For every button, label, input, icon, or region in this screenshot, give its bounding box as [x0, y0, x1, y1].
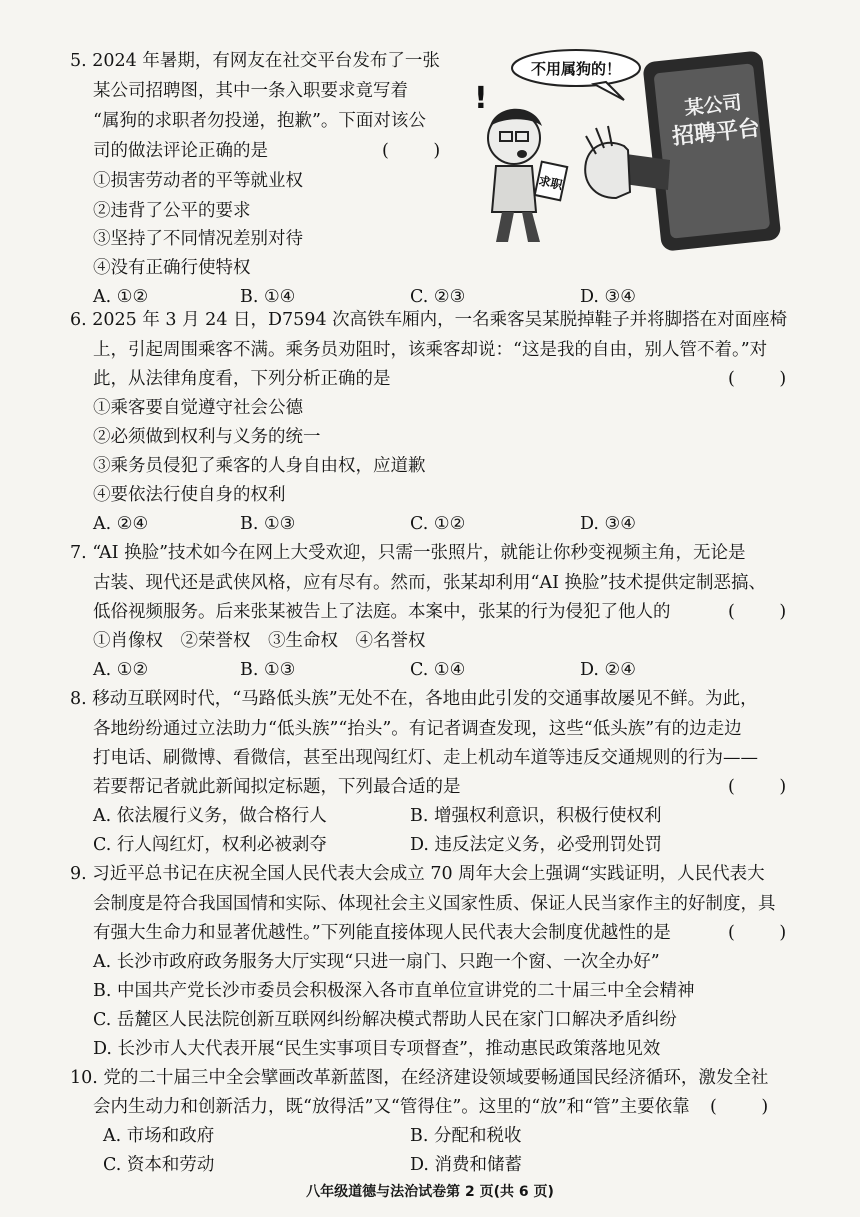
- question-8-text-line: 8. 移动互联网时代，“马路低头族”无处不在，各地由此引发的交通事故屡见不鲜。为此，: [70, 689, 758, 709]
- recruitment-cartoon: [456, 42, 788, 252]
- option-a: A. 依法履行义务，做合格行人: [93, 806, 327, 826]
- question-10-text-line: 会内生动力和创新活力，既“放得活”又“管得住”。这里的“放”和“管”主要依靠: [93, 1097, 690, 1117]
- answer-paren: ( ): [728, 602, 787, 622]
- option-a: A. ②④: [93, 514, 149, 534]
- option-d: D. 消费和储蓄: [410, 1155, 523, 1175]
- question-10-text-line: 10. 党的二十届三中全会擘画改革新蓝图，在经济建设领域要畅通国民经济循环，激发全社: [70, 1068, 769, 1088]
- option-b: B. 增强权利意识，积极行使权利: [410, 806, 662, 826]
- question-5-item: ①损害劳动者的平等就业权: [93, 171, 303, 191]
- question-8-text-line: 若要帮记者就此新闻拟定标题，下列最合适的是: [93, 777, 461, 797]
- question-5-item: ②违背了公平的要求: [93, 201, 251, 221]
- exclaim-icon: !: [474, 81, 488, 116]
- question-8-text-line: 各地纷纷通过立法助力“低头族”“抬头”。有记者调查发现，这些“低头族”有的边走边: [93, 719, 742, 739]
- option-d: D. ③④: [580, 287, 636, 307]
- question-5-text-line: 司的做法评论正确的是: [93, 141, 268, 161]
- option-b: B. ①③: [240, 660, 296, 680]
- question-6-text-line: 此，从法律角度看，下列分析正确的是: [93, 369, 391, 389]
- option-b: B. ①④: [240, 287, 296, 307]
- question-6-text-line: 上，引起周围乘客不满。乘务员劝阻时，该乘客却说：“这是我的自由，别人管不着。”对: [93, 340, 768, 360]
- question-6-text-line: 6. 2025 年 3 月 24 日，D7594 次高铁车厢内，一名乘客吴某脱掉鞋子并将脚搭在对面座椅: [70, 310, 788, 330]
- question-7-text-line: 古装、现代还是武侠风格，应有尽有。然而，张某却利用“AI 换脸”技术提供定制恶搞、: [93, 573, 767, 593]
- option-d: D. ②④: [580, 660, 636, 680]
- speech-text: 不用属狗的！: [530, 60, 622, 78]
- option-c: C. ②③: [410, 287, 466, 307]
- page-footer: 八年级道德与法治试卷第 2 页(共 6 页): [306, 1184, 554, 1200]
- question-7-text-line: 低俗视频服务。后来张某被告上了法庭。本案中，张某的行为侵犯了他人的: [93, 602, 671, 622]
- question-8-text-line: 打电话、刷微博、看微信，甚至出现闯红灯、走上机动车道等违反交通规则的行为——: [93, 748, 758, 768]
- option-c: C. 资本和劳动: [103, 1155, 215, 1175]
- question-6-item: ③乘务员侵犯了乘客的人身自由权，应道歉: [93, 456, 426, 476]
- option-d: D. 长沙市人大代表开展“民生实事项目专项督查”，推动惠民政策落地见效: [93, 1039, 661, 1059]
- option-d: D. ③④: [580, 514, 636, 534]
- resume-text: 求职: [537, 173, 564, 193]
- question-5-item: ③坚持了不同情况差别对待: [93, 229, 303, 249]
- question-5-text-line: “属狗的求职者勿投递，抱歉”。下面对该公: [93, 111, 426, 131]
- question-9-text-line: 有强大生命力和显著优越性。”下列能直接体现人民代表大会制度优越性的是: [93, 923, 671, 943]
- option-b: B. 中国共产党长沙市委员会积极深入各市直单位宣讲党的二十届三中全会精神: [93, 981, 695, 1001]
- question-7-text-line: 7. “AI 换脸”技术如今在网上大受欢迎，只需一张照片，就能让你秒变视频主角，无论是: [70, 543, 746, 563]
- question-6-item: ④要依法行使自身的权利: [93, 485, 286, 505]
- option-d: D. 违反法定义务，必受刑罚处罚: [410, 835, 663, 855]
- answer-paren: ( ): [728, 777, 787, 797]
- answer-paren: ( ): [728, 369, 787, 389]
- option-c: C. 岳麓区人民法院创新互联网纠纷解决模式帮助人民在家门口解决矛盾纠纷: [93, 1010, 677, 1030]
- question-9-text-line: 9. 习近平总书记在庆祝全国人民代表大会成立 70 周年大会上强调“实践证明，人民代表大: [70, 864, 765, 884]
- option-a: A. ①②: [93, 287, 149, 307]
- option-c: C. ①④: [410, 660, 466, 680]
- question-5-item: ④没有正确行使特权: [93, 258, 251, 278]
- answer-paren: ( ): [728, 923, 787, 943]
- option-c: C. ①②: [410, 514, 466, 534]
- phone-text-line: 某公司: [683, 91, 743, 120]
- answer-paren: ( ): [710, 1097, 769, 1117]
- option-a: A. 长沙市政府政务服务大厅实现“只进一扇门、只跑一个窗、一次全办好”: [93, 952, 660, 972]
- option-c: C. 行人闯红灯，权利必被剥夺: [93, 835, 327, 855]
- question-6-item: ①乘客要自觉遵守社会公德: [93, 398, 303, 418]
- sleeve: [624, 154, 670, 190]
- answer-paren: ( ): [382, 141, 441, 161]
- option-b: B. ①③: [240, 514, 296, 534]
- question-7-items: ①肖像权 ②荣誉权 ③生命权 ④名誉权: [93, 631, 426, 651]
- question-9-text-line: 会制度是符合我国国情和实际、体现社会主义国家性质、保证人民当家作主的好制度，具: [93, 894, 776, 914]
- question-5-text-line: 某公司招聘图，其中一条入职要求竟写着: [93, 81, 408, 101]
- option-b: B. 分配和税收: [410, 1126, 522, 1146]
- option-a: A. 市场和政府: [103, 1126, 215, 1146]
- phone-text-line: 招聘平台: [670, 115, 762, 151]
- stop-hand-icon: [585, 143, 630, 198]
- question-6-item: ②必须做到权利与义务的统一: [93, 427, 321, 447]
- question-5-text-line: 5. 2024 年暑期，有网友在社交平台发布了一张: [70, 51, 440, 71]
- option-a: A. ①②: [93, 660, 149, 680]
